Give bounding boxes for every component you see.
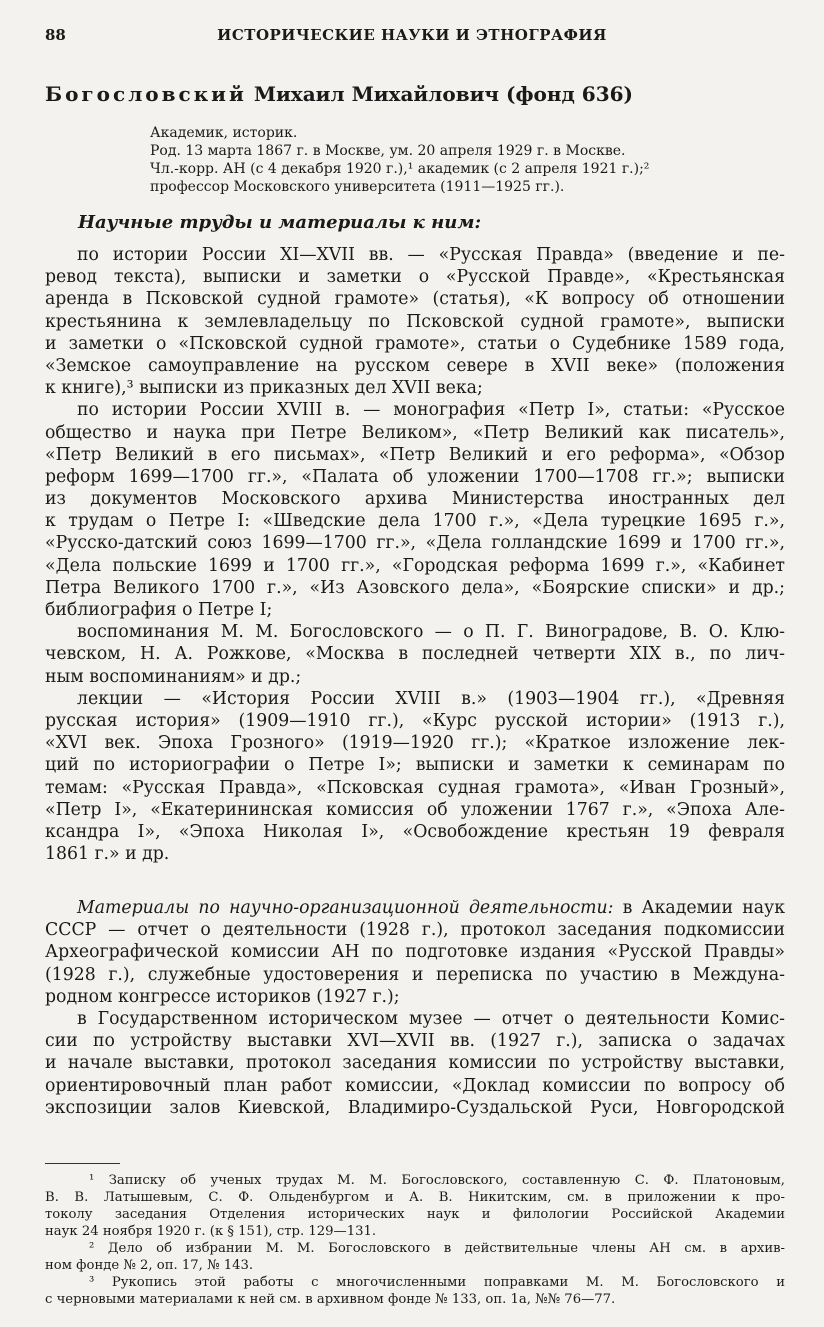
entry-title xyxy=(45,82,785,106)
org-line: экспозиции залов Киевской, Владимиро-Суздальской Руси, Новгородской xyxy=(45,1097,785,1118)
page-header xyxy=(45,26,779,48)
org-line: и начале выставки, протокол заседания комиссии по устройству выставки, xyxy=(45,1053,785,1074)
org-section xyxy=(45,897,785,1119)
org-line: Материалы по научно-организационной деятельности: в Академии наук xyxy=(77,898,785,918)
footnote-line: наук 24 ноября 1920 г. (к § 151), стр. 129—131. xyxy=(45,1224,377,1239)
works-line: темам: «Русская Правда», «Псковская судная грамота», «Иван Грозный», xyxy=(45,777,785,798)
works-heading: Научные труды и материалы к ним: xyxy=(78,212,482,233)
org-line: ориентировочный план работ комиссии, «Доклад комиссии по вопросу об xyxy=(45,1075,785,1096)
works-line: библиография о Петре I; xyxy=(45,600,273,620)
org-line: родном конгрессе историков (1927 г.); xyxy=(45,986,400,1007)
bio-line: Академик, историк. xyxy=(150,125,298,141)
works-line: «XVI век. Эпоха Грозного» (1919—1920 гг.); «Краткое изложение лек- xyxy=(45,733,785,754)
entry-given-name: Михаил Михайлович (фонд 636) xyxy=(253,82,634,106)
footnote-line: токолу заседания Отделения исторических наук и филологии Российской Академии xyxy=(45,1207,785,1222)
footnote-rule xyxy=(45,1163,120,1164)
footnote-line: с черновыми материалами к ней см. в архивном фонде № 133, оп. 1а, №№ 76—77. xyxy=(45,1292,616,1307)
bio-line: Род. 13 марта 1867 г. в Москве, ум. 20 апреля 1929 г. в Москве. xyxy=(150,143,626,159)
org-heading: Материалы по научно-организационной деятельности: xyxy=(77,898,614,918)
works-line: ксандра I», «Эпоха Николая I», «Освобождение крестьян 19 февраля xyxy=(45,821,785,842)
works-line: воспоминания М. М. Богословского — о П. Г. Виноградове, В. О. Клю- xyxy=(77,622,785,643)
org-line: СССР — отчет о деятельности (1928 г.), протокол заседания подкомиссии xyxy=(45,920,785,941)
works-line: ным воспоминаниям» и др.; xyxy=(45,666,302,687)
works-line: реформ 1699—1700 гг.», «Палата об уложении 1700—1708 гг.»; выписки xyxy=(45,466,785,487)
works-line: русская история» (1909—1910 гг.), «Курс русской истории» (1913 г.), xyxy=(45,710,785,731)
works-line: «Петр I», «Екатерининская комиссия об уложении 1767 г.», «Эпоха Але- xyxy=(45,799,785,820)
bio-line: профессор Московского университета (1911—1925 гг.). xyxy=(150,179,565,195)
works-line: аренда в Псковской судной грамоте» (статья), «К вопросу об отношении xyxy=(45,289,785,310)
works-line: «Земское самоуправление на русском севере в XVII веке» (положения xyxy=(45,355,785,376)
works-line: общество и наука при Петре Великом», «Петр Великий как писатель», xyxy=(45,422,785,443)
works-line: ревод текста), выписки и заметки о «Русской Правде», «Крестьянская xyxy=(45,267,785,288)
works-line: лекции — «История России XVIII в.» (1903—1904 гг.), «Древняя xyxy=(77,688,785,709)
org-line: (1928 г.), служебные удостоверения и переписка по участию в Междуна- xyxy=(45,964,785,985)
works-line: Петра Великого 1700 г.», «Из Азовского дела», «Боярские списки» и др.; xyxy=(45,577,785,598)
works-line: и заметки о «Псковской судной грамоте», статьи о Судебнике 1589 года, xyxy=(45,333,785,354)
footnote-line: ¹ Записку об ученых трудах М. М. Богословского, составленную С. Ф. Платоновым, xyxy=(89,1173,785,1188)
works-line: к трудам о Петре I: «Шведские дела 1700 г.», «Дела турецкие 1695 г.», xyxy=(45,511,785,532)
footnote-line: ном фонде № 2, оп. 17, № 143. xyxy=(45,1258,254,1273)
works-line: «Дела польские 1699 и 1700 гг.», «Городская реформа 1699 г.», «Кабинет xyxy=(45,555,785,576)
works-section xyxy=(45,244,785,865)
bio-line: Чл.-корр. АН (с 4 декабря 1920 г.),¹ академик (с 2 апреля 1921 г.);² xyxy=(150,161,650,177)
running-head: ИСТОРИЧЕСКИЕ НАУКИ И ЭТНОГРАФИЯ xyxy=(217,26,607,44)
works-line: ций по историографии о Петре I»; выписки и заметки к семинарам по xyxy=(45,755,785,776)
works-line: по истории России XI—XVII вв. — «Русская Правда» (введение и пе- xyxy=(77,245,785,265)
works-line: крестьянина к землевладельцу по Псковской судной грамоте», выписки xyxy=(45,311,785,332)
works-line: по истории России XVIII в. — монография «Петр I», статьи: «Русское xyxy=(77,400,785,421)
footnote-line: В. В. Латышевым, С. Ф. Ольденбургом и А. В. Никитским, см. в приложении к про- xyxy=(45,1190,785,1205)
entry-surname: Богословский xyxy=(45,82,247,106)
page-number: 88 xyxy=(45,26,66,44)
works-line: чевском, Н. А. Рожкове, «Москва в последней четверти XIX в., по лич- xyxy=(45,644,785,665)
works-line: к книге),³ выписки из приказных дел XVII века; xyxy=(45,378,483,399)
org-line: в Государственном историческом музее — отчет о деятельности Комис- xyxy=(77,1008,785,1029)
footnotes-section xyxy=(45,1172,785,1308)
works-line: 1861 г.» и др. xyxy=(45,844,170,865)
footnote-line: ³ Рукопись этой работы с многочисленными поправками М. М. Богословского и xyxy=(89,1275,785,1290)
org-line: Археографической комиссии АН по подготовке издания «Русской Правды» xyxy=(45,942,785,963)
works-line: «Русско-датский союз 1699—1700 гг.», «Дела голландские 1699 и 1700 гг.», xyxy=(45,533,785,554)
works-line: из документов Московского архива Министерства иностранных дел xyxy=(45,489,785,510)
footnote-line: ² Дело об избрании М. М. Богословского в действительные члены АН см. в архив- xyxy=(89,1241,785,1256)
bio-block xyxy=(150,124,790,196)
works-line: «Петр Великий в его письмах», «Петр Великий и его реформа», «Обзор xyxy=(45,444,785,465)
org-line: сии по устройству выставки XVI—XVII вв. (1927 г.), записка о задачах xyxy=(45,1031,785,1052)
